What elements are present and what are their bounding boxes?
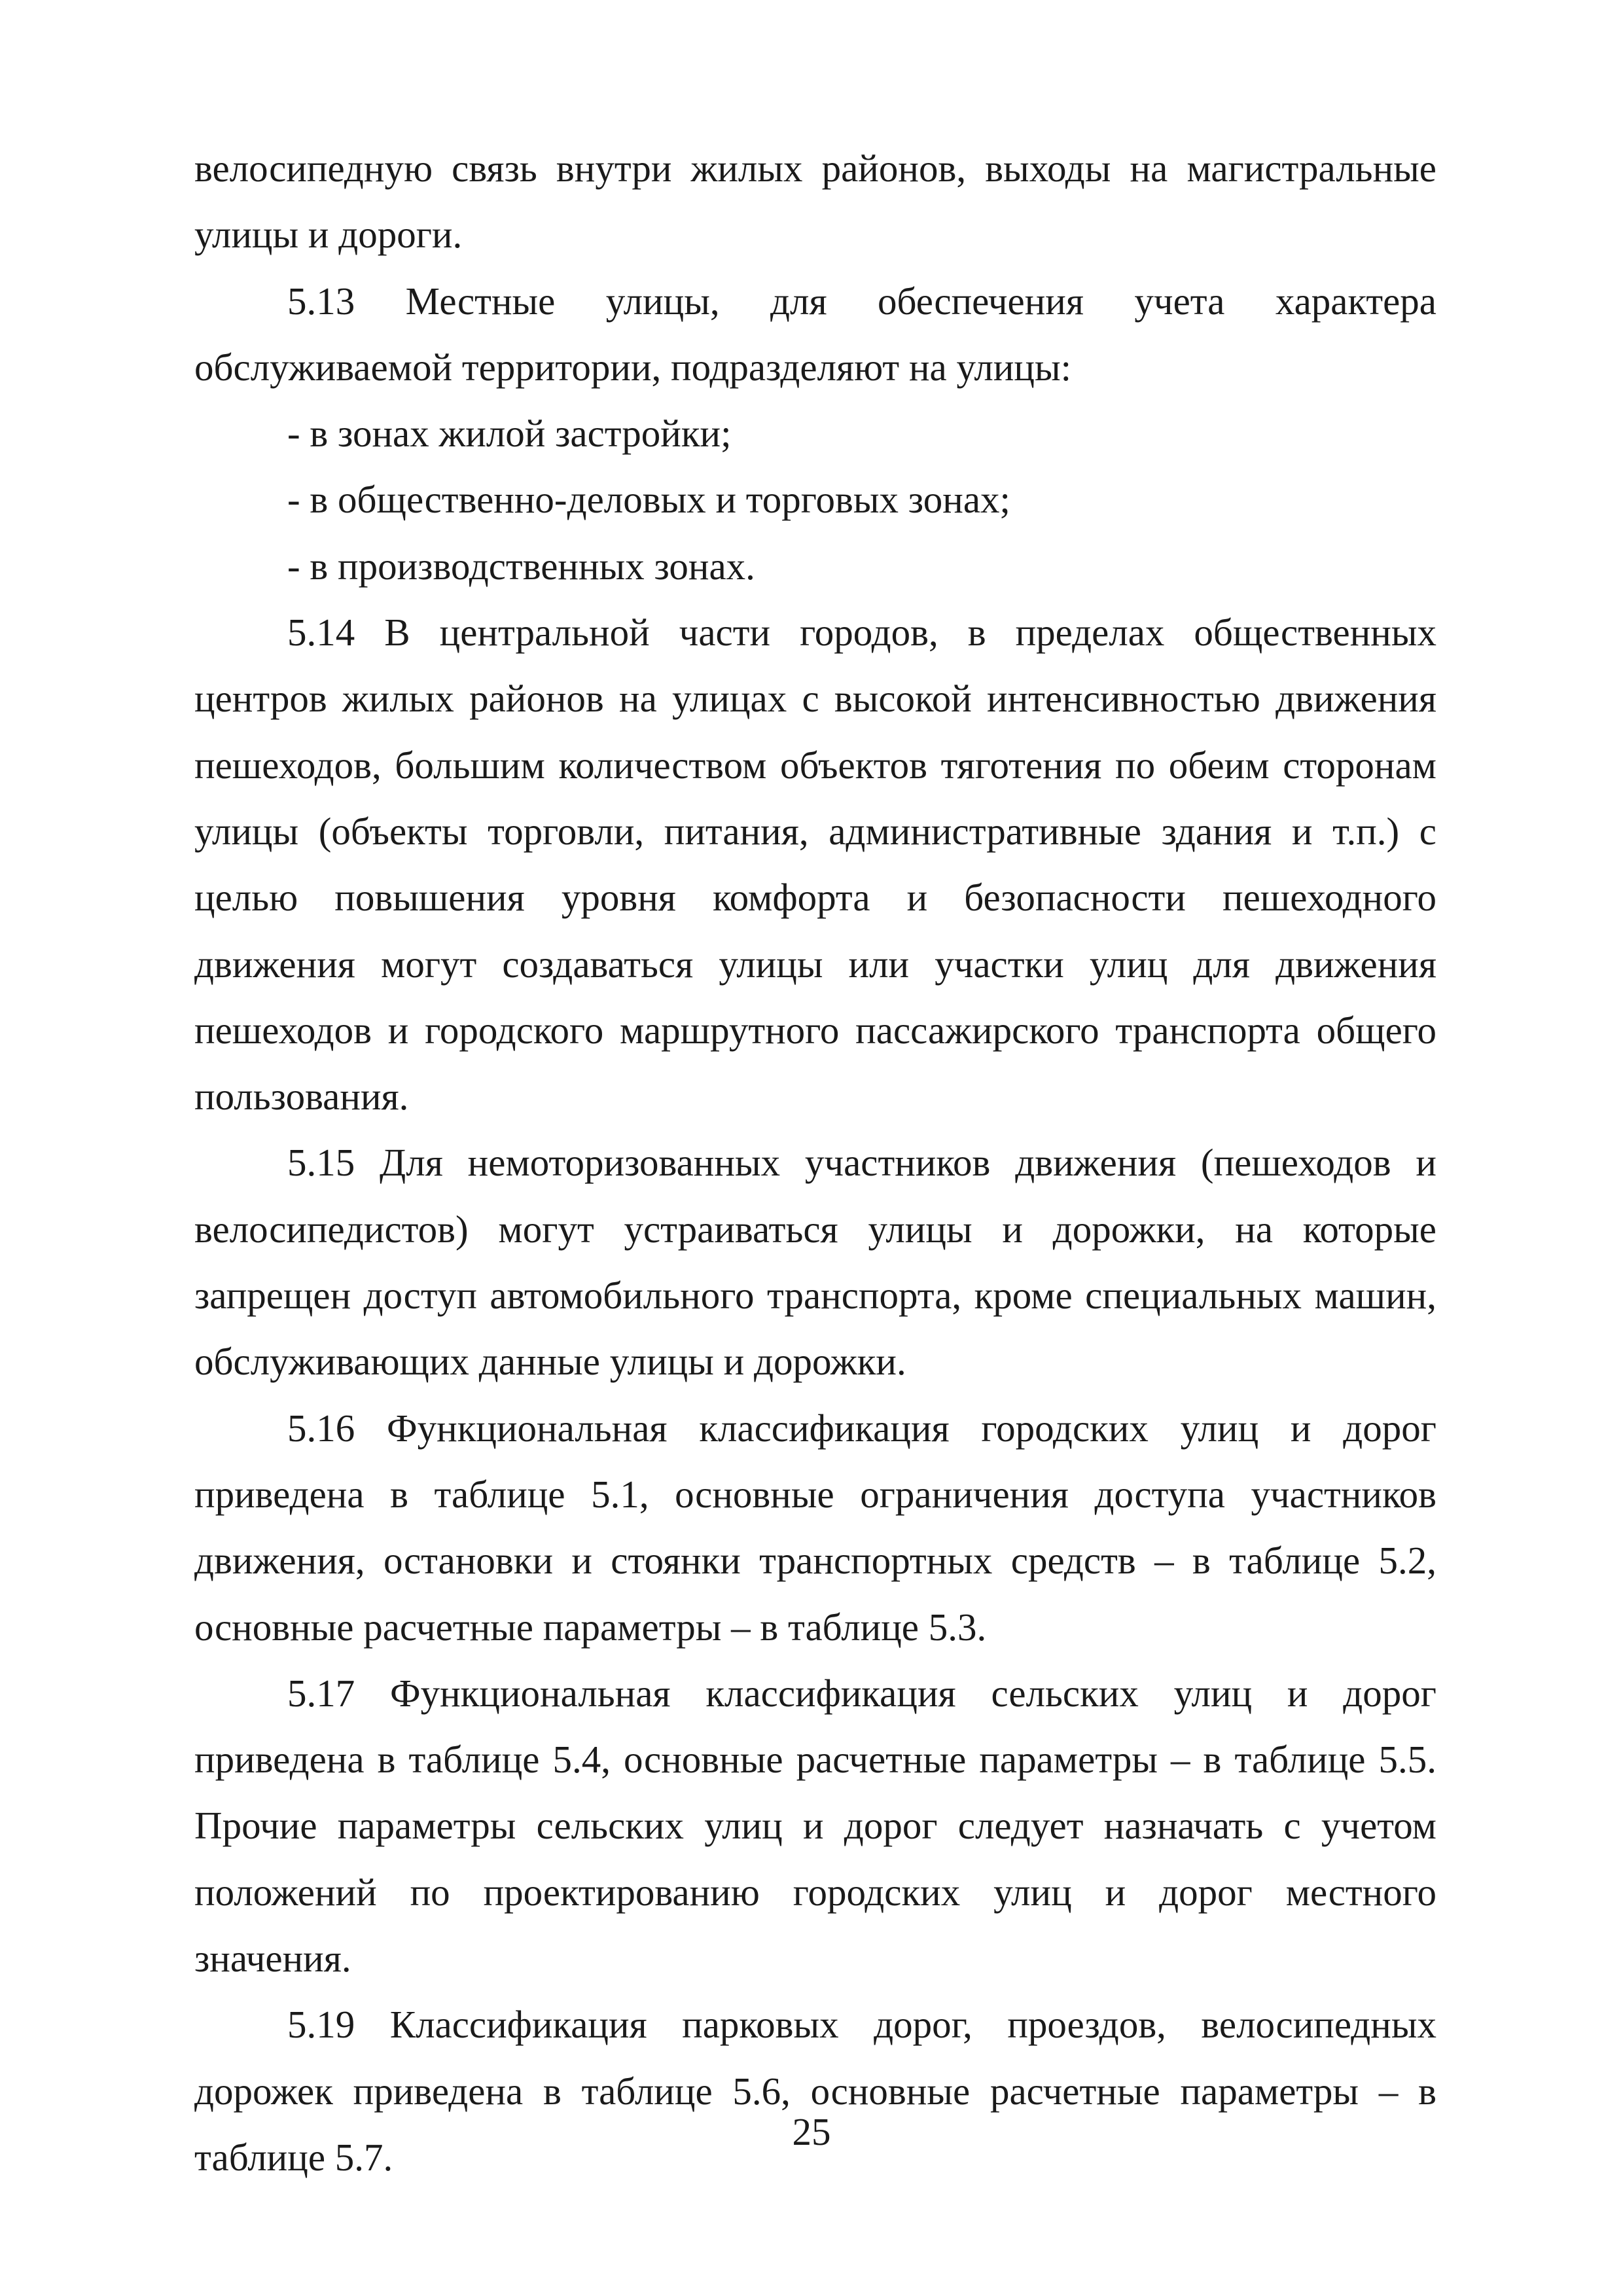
paragraph-5-13: 5.13 Местные улицы, для обеспечения учета характера обслуживаемой территории, подразделяют на улицы: (194, 279, 1436, 389)
body-text (194, 135, 1436, 2191)
paragraph-5-14: 5.14 В центральной части городов, в пределах общественных центров жилых районов на улицах с высокой интенсивностью движения пешеходов, большим количеством объектов тяготения по обеим сторонам улицы (объекты торговли, питания, административные здания и т.п.) с целью повышения уровня комфорта и безопасности пешеходного движения могут создаваться улицы или участки улиц для движения пешеходов и городского маршрутного пассажирского транспорта общего пользования. (194, 611, 1436, 1119)
list-item-business: - в общественно-деловых и торговых зонах; (287, 478, 1010, 522)
paragraph-continuation: велосипедную связь внутри жилых районов, выходы на магистральные улицы и дороги. (194, 147, 1436, 257)
paragraph-5-17: 5.17 Функциональная классификация сельских улиц и дорог приведена в таблице 5.4, основные расчетные параметры – в таблице 5.5. Прочие параметры сельских улиц и дорог следует назначать с учетом положений по проектированию городских улиц и дорог местного значения. (194, 1671, 1436, 1981)
paragraph-5-19: 5.19 Классификация парковых дорог, проездов, велосипедных дорожек приведена в таблице 5.6, основные расчетные параметры – в таблице 5.7. (194, 2003, 1436, 2179)
page-number: 25 (792, 2110, 831, 2153)
list-item-industrial: - в производственных зонах. (287, 544, 755, 588)
list-item-residential: - в зонах жилой застройки; (287, 412, 732, 456)
paragraph-5-16: 5.16 Функциональная классификация городских улиц и дорог приведена в таблице 5.1, основные ограничения доступа участников движения, остановки и стоянки транспортных средств – в таблице 5.2, основные расчетные параметры – в таблице 5.3. (194, 1406, 1436, 1649)
paragraph-5-15: 5.15 Для немоторизованных участников движения (пешеходов и велосипедистов) могут устраиваться улицы и дорожки, на которые запрещен доступ автомобильного транспорта, кроме специальных машин, обслуживающих данные улицы и дорожки. (194, 1141, 1436, 1384)
